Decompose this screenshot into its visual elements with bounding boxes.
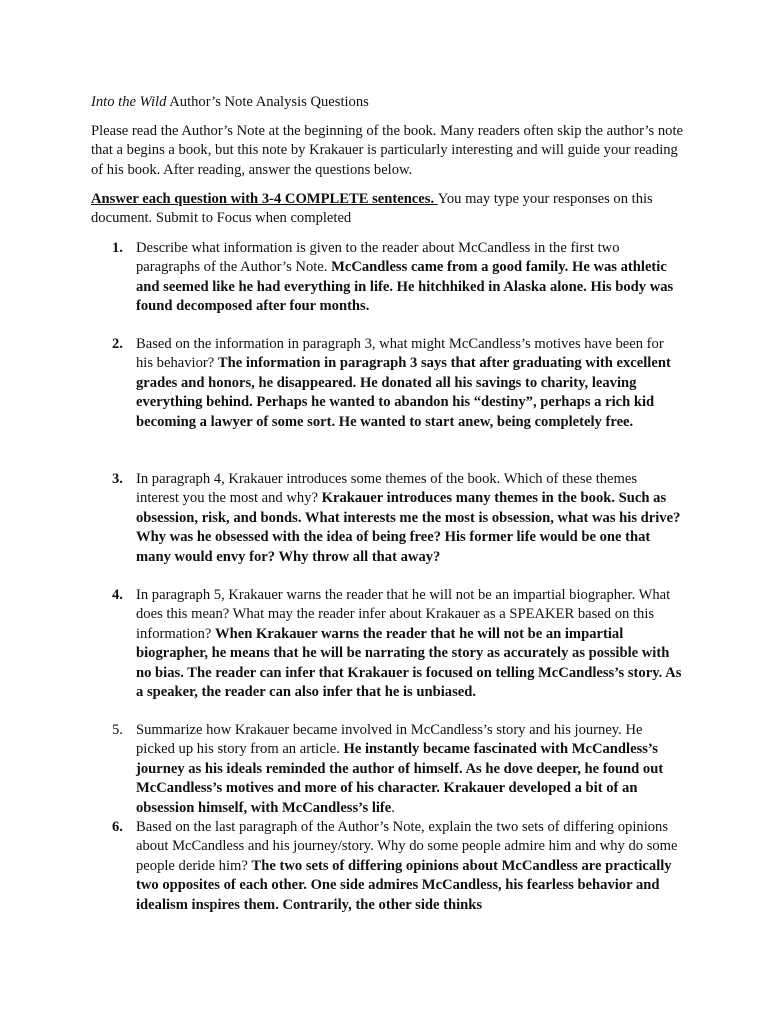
instructions-emphasis: Answer each question with 3-4 COMPLETE sentences. xyxy=(91,191,438,207)
question-answer[interactable]: The information in paragraph 3 says that after graduating with excellent grades and honors, he disappeared. He donated all his savings to charity, leaving everything behind. Perhaps he wanted to abandon his “destiny”, perhaps a rich kid becoming a lawyer of some sort. He wanted to start anew, being completely free. xyxy=(136,355,671,430)
question-item xyxy=(112,818,682,915)
question-item xyxy=(112,335,682,432)
question-answer[interactable]: When Krakauer warns the reader that he will not be an impartial biographer, he means that he will be narrating the story as accurately as possible with no bias. The reader can infer that Krakauer is focused on telling McCandless’s story. As a speaker, the reader can also infer that he is unbiased. xyxy=(136,625,682,701)
question-number: 4. xyxy=(112,587,123,603)
question-answer[interactable]: Krakauer introduces many themes in the book. Such as obsession, risk, and bonds. What interests me the most is obsession, what was his drive? Why was he obsessed with the idea of being free? His former life would be one that many would envy for? Why throw all that away? xyxy=(136,490,681,565)
instructions-rest: You may type your responses on this document. Submit to Focus when completed xyxy=(91,191,653,227)
instructions-paragraph xyxy=(91,190,691,229)
question-body xyxy=(136,818,682,915)
question-body xyxy=(136,721,682,818)
document-title xyxy=(91,93,369,112)
question-number: 1. xyxy=(112,240,123,256)
question-prompt: Based on the information in paragraph 3, what might McCandless’s motives have been for his behavior? xyxy=(136,336,664,372)
title-rest: Author’s Note Analysis Questions xyxy=(166,94,369,110)
question-item xyxy=(112,721,682,818)
question-item xyxy=(112,470,682,567)
question-body xyxy=(136,335,682,432)
answer-tail: . xyxy=(391,799,395,816)
intro-paragraph: Please read the Author’s Note at the beginning of the book. Many readers often skip the author’s note that a begins a book, but this note by Krakauer is particularly interesting and will guide your reading of his book. After reading, answer the questions below. xyxy=(91,123,683,178)
question-answer[interactable]: McCandless came from a good family. He was athletic and seemed like he had everything in life. He hitchhiked in Alaska alone. His body was found decomposed after four months. xyxy=(136,259,674,315)
question-answer[interactable]: The two sets of differing opinions about McCandless are practically two opposites of each other. One side admires McCandless, his fearless behavior and idealism inspires them. Contrarily, the other side thinks xyxy=(136,857,672,913)
question-number: 5. xyxy=(112,722,123,738)
question-number: 2. xyxy=(112,336,123,352)
question-number: 6. xyxy=(112,819,123,835)
question-prompt: In paragraph 5, Krakauer warns the reader that he will not be an impartial biographer. What does this mean? What may the reader infer about Krakauer as a SPEAKER based on this information? xyxy=(136,587,671,642)
question-item xyxy=(112,586,682,702)
question-prompt: Based on the last paragraph of the Author’s Note, explain the two sets of differing opinions about McCandless and his journey/story. Why do some people admire him and why do some people deride him? xyxy=(136,819,678,874)
question-prompt: Describe what information is given to the reader about McCandless in the first two paragraphs of the Author’s Note. xyxy=(136,240,620,276)
question-number: 3. xyxy=(112,471,123,487)
question-body xyxy=(136,586,682,702)
question-body xyxy=(136,239,682,317)
question-body xyxy=(136,470,682,567)
book-title: Into the Wild xyxy=(91,94,167,110)
question-answer[interactable]: He instantly became fascinated with McCandless’s journey as his ideals reminded the author of himself. As he dove deeper, he found out McCandless’s motives and more of his character. Krakauer developed a bit of an obsession himself, with McCandless’s life xyxy=(136,741,664,816)
question-prompt: Summarize how Krakauer became involved in McCandless’s story and his journey. He picked up his story from an article. xyxy=(136,722,643,758)
question-prompt: In paragraph 4, Krakauer introduces some themes of the book. Which of these themes interest you the most and why? xyxy=(136,471,638,507)
question-item xyxy=(112,239,682,317)
